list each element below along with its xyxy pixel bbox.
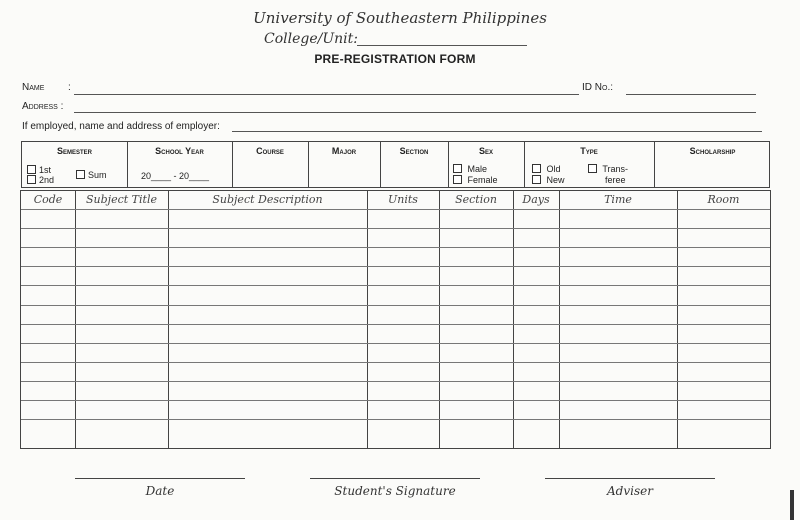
table-row[interactable] [21,381,770,382]
divider [367,191,368,448]
adviser-signature-line[interactable] [545,478,715,479]
table-row[interactable] [21,266,770,267]
table-row[interactable] [21,247,770,248]
section-header: Section [399,146,429,156]
college-unit-field[interactable] [357,45,527,46]
student-signature-label: Student's Signature [334,484,456,498]
checkbox-icon[interactable] [27,165,36,174]
checkbox-icon[interactable] [588,164,597,173]
sex-header: Sex [478,146,493,156]
type-new-label: New [546,175,565,185]
column-header-time: Time [604,193,632,206]
checkbox-icon[interactable] [453,175,462,184]
checkbox-icon[interactable] [532,164,541,173]
semester-2nd-label: 2nd [39,175,55,185]
semester-2nd-option[interactable] [27,175,54,185]
name-field[interactable] [74,94,579,95]
divider [168,191,169,448]
type-old-option[interactable] [532,164,561,174]
divider [75,191,76,448]
table-row[interactable] [21,419,770,420]
enrollment-info-box [21,141,770,188]
id-label: ID No.: [582,82,614,93]
sex-male-option[interactable] [453,164,487,174]
checkbox-icon[interactable] [27,175,36,184]
table-row[interactable] [21,285,770,286]
semester-sum-label: Sum [88,170,107,180]
checkbox-icon[interactable] [76,170,85,179]
semester-sum-option[interactable] [76,170,107,180]
column-header-days: Days [522,193,550,206]
scan-edge-mark [790,490,794,520]
semester-1st-option[interactable] [27,165,51,175]
scholarship-header: Scholarship [689,146,736,156]
column-header-code: Code [33,193,63,206]
column-header-room: Room [707,193,740,206]
table-row[interactable] [21,343,770,344]
type-new-option[interactable] [532,175,565,185]
course-header: Course [256,146,284,156]
major-header: Major [331,146,357,156]
form-title: PRE-REGISTRATION FORM [314,52,476,66]
table-row[interactable] [21,209,770,210]
date-line[interactable] [75,478,245,479]
checkbox-icon[interactable] [532,175,541,184]
sex-female-option[interactable] [453,175,498,185]
sex-male-label: Male [467,164,488,174]
type-transferee-option[interactable] [588,164,628,174]
semester-1st-label: 1st [39,165,52,175]
address-field[interactable] [74,112,756,113]
divider [677,191,678,448]
semester-header: Semester [56,146,92,156]
subjects-table [20,190,771,449]
column-header-section: Section [455,193,497,206]
type-transferee-label: Trans- [602,164,629,174]
type-header: Type [580,146,598,156]
column-header-subject-description: Subject Description [212,193,323,206]
table-row[interactable] [21,400,770,401]
table-row[interactable] [21,228,770,229]
employer-label: If employed, name and address of employer: [22,121,220,132]
adviser-label: Adviser [607,484,653,498]
table-row[interactable] [21,305,770,306]
college-label: College/Unit: [264,31,358,47]
school-year-header: School Year [155,146,204,156]
type-transferee-label-cont: feree [605,175,626,185]
university-name: University of Southeastern Philippines [253,9,547,27]
type-old-label: Old [546,164,561,174]
name-colon: : [68,82,71,93]
date-label: Date [145,484,175,498]
sex-female-label: Female [467,175,498,185]
school-year-field[interactable]: 20____ - 20____ [141,171,210,181]
checkbox-icon[interactable] [453,164,462,173]
divider [439,191,440,448]
column-header-subject-title: Subject Title [86,193,157,206]
divider [559,191,560,448]
id-field[interactable] [626,94,756,95]
column-header-units: Units [388,193,418,206]
table-row[interactable] [21,324,770,325]
employer-field[interactable] [232,131,762,132]
divider [513,191,514,448]
table-row[interactable] [21,362,770,363]
student-signature-line[interactable] [310,478,480,479]
name-label: Name [22,82,45,93]
address-label: Address : [22,101,64,112]
